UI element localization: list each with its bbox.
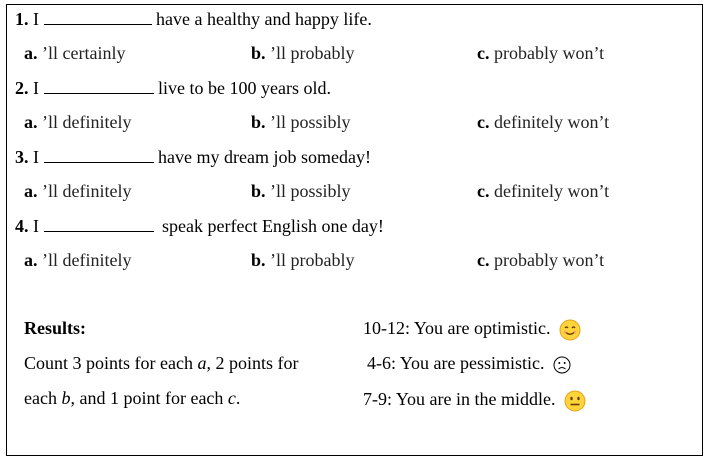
results-instructions-line-2: each b, and 1 point for each c.: [24, 388, 241, 408]
question-1: [15, 8, 372, 29]
question-subject: I: [33, 216, 39, 236]
question-subject: I: [33, 78, 39, 98]
option-b: b. ’ll probably: [251, 43, 355, 63]
results-title: Results:: [24, 318, 86, 338]
option-b: b. ’ll possibly: [251, 112, 351, 132]
option-a: a. ’ll definitely: [24, 250, 132, 270]
results-instructions-line-1: Count 3 points for each a, 2 points for: [24, 353, 299, 373]
option-a: a. ’ll definitely: [24, 181, 132, 201]
option-a: a. ’ll certainly: [24, 43, 126, 63]
option-c: c. definitely won’t: [477, 181, 610, 201]
answer-blank: [44, 8, 152, 25]
question-3: [15, 146, 371, 167]
question-4: [15, 215, 384, 236]
option-a: a. ’ll definitely: [24, 112, 132, 132]
option-b: b. ’ll possibly: [251, 181, 351, 201]
question-text: have a healthy and happy life.: [156, 9, 372, 29]
option-b: b. ’ll probably: [251, 250, 355, 270]
question-text: speak perfect English one day!: [162, 216, 384, 236]
neutral-face-icon: [564, 390, 586, 412]
question-subject: I: [33, 147, 39, 167]
score-optimistic: 10-12: You are optimistic.: [363, 318, 581, 341]
answer-blank: [44, 215, 154, 232]
question-text: have my dream job someday!: [158, 147, 371, 167]
score-pessimistic: 4-6: You are pessimistic.: [367, 353, 571, 374]
question-number: 1.: [15, 9, 29, 29]
question-number: 2.: [15, 78, 29, 98]
question-text: live to be 100 years old.: [158, 78, 331, 98]
option-c: c. probably won’t: [477, 43, 605, 63]
question-number: 3.: [15, 147, 29, 167]
question-number: 4.: [15, 216, 29, 236]
score-middle: 7-9: You are in the middle.: [363, 389, 586, 412]
question-2: [15, 77, 331, 98]
answer-blank: [44, 146, 154, 163]
option-c: c. probably won’t: [477, 250, 605, 270]
answer-blank: [44, 77, 154, 94]
frowning-face-icon: [553, 356, 571, 374]
question-subject: I: [33, 9, 39, 29]
smiling-face-icon: [559, 319, 581, 341]
option-c: c. definitely won’t: [477, 112, 610, 132]
